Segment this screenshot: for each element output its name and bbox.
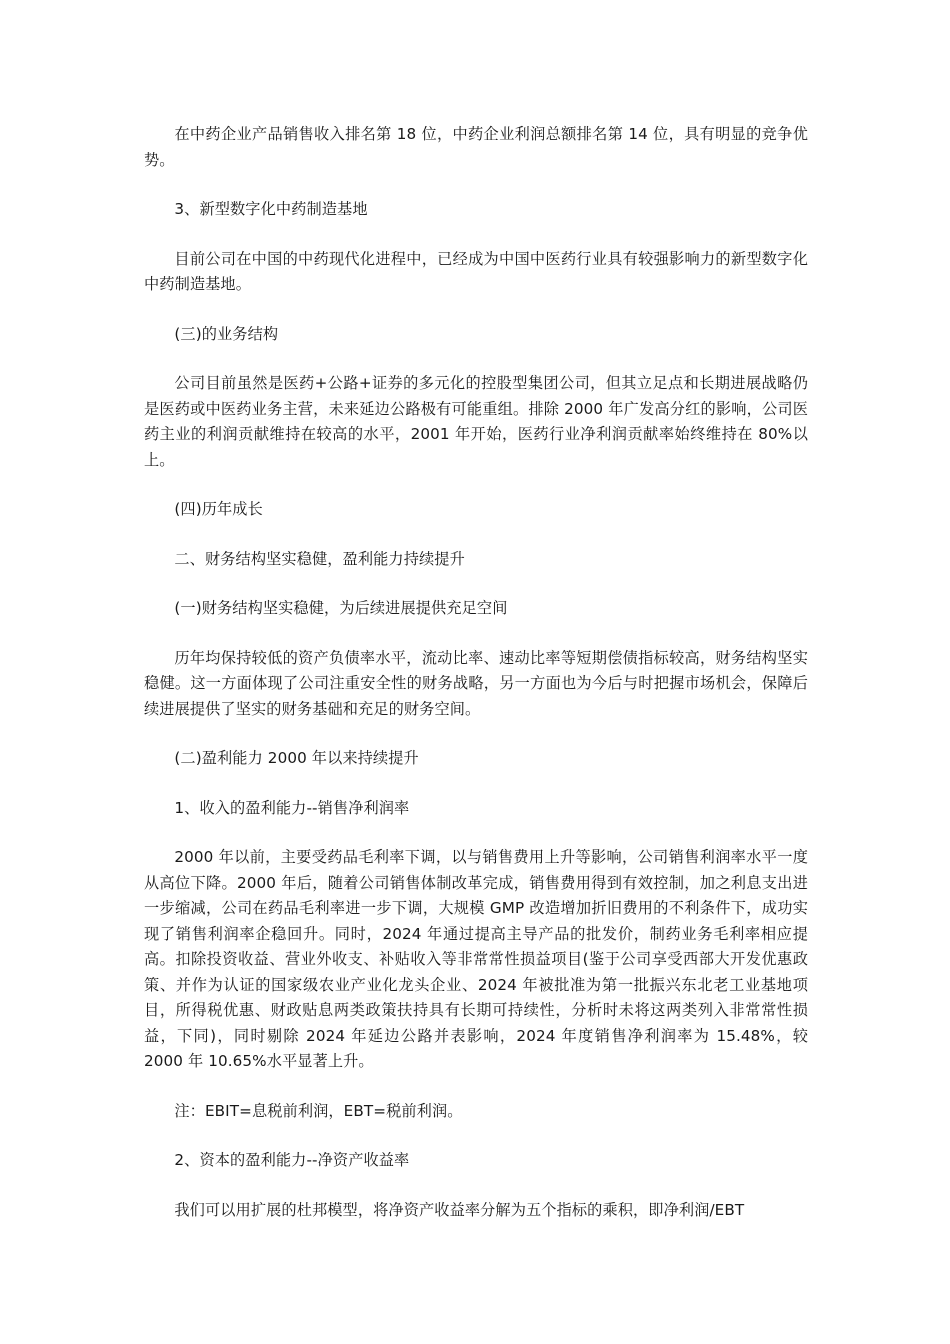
section-heading-digital-base: 3、新型数字化中药制造基地 <box>174 200 368 218</box>
paragraph-digital-base: 目前公司在中国的中药现代化进程中，已经成为中国中医药行业具有较强影响力的新型数字化中药制造基地。 <box>144 249 808 293</box>
section-heading-business-structure: (三)的业务结构 <box>174 324 279 343</box>
subsection-heading-financial-stability: (一)财务结构坚实稳健，为后续进展提供充足空间 <box>174 599 508 617</box>
paragraph-business-structure: 公司目前虽然是医药+公路+证券的多元化的控股型集团公司，但其立足点和长期进展战略仍是医药或中医药业务主营，未来延边公路极有可能重组。排除 2000 年广发高分红的影响，公司医药主业的利润贡献维持在较高的水平，2001 年开始，医药行业净利润贡献率始终维持在 80%以上。 <box>144 374 808 469</box>
paragraph-note: 注：EBIT=息税前利润，EBT=税前利润。 <box>174 1101 463 1120</box>
section-heading-financial-structure: 二、财务结构坚实稳健，盈利能力持续提升 <box>174 549 465 568</box>
paragraph-dupont: 我们可以用扩展的杜邦模型，将净资产收益率分解为五个指标的乘积，即净利润/EBT <box>174 1200 745 1219</box>
subsection-heading-sales-margin: 1、收入的盈利能力--销售净利润率 <box>174 798 410 817</box>
paragraph-competitive-advantage: 在中药企业产品销售收入排名第 18 位，中药企业利润总额排名第 14 位，具有明显的竞争优势。 <box>144 125 808 169</box>
document-page <box>144 122 808 1247</box>
paragraph-financial-stability: 历年均保持较低的资产负债率水平，流动比率、速动比率等短期偿债指标较高，财务结构坚实稳健。这一方面体现了公司注重安全性的财务战略，另一方面也为今后与时把握市场机会，保障后续进展提供了坚实的财务基础和充足的财务空间。 <box>144 648 808 718</box>
subsection-heading-profitability: (二)盈利能力 2000 年以来持续提升 <box>174 749 419 767</box>
section-heading-growth: (四)历年成长 <box>174 500 263 518</box>
paragraph-sales-margin: 2000 年以前，主要受药品毛利率下调，以与销售费用上升等影响，公司销售利润率水平一度从高位下降。2000 年后，随着公司销售体制改革完成，销售费用得到有效控制，加之利息支出进一步缩减，公司在药品毛利率进一步下调，大规模 GMP 改造增加折旧费用的不利条件下，成功实现了销售利润率企稳回升。同时，2024 年通过提高主导产品的批发价，制药业务毛利率相应提高。扣除投资收益、营业外收支、补贴收入等非常常性损益项目(鉴于公司享受西部大开发优惠政策、并作为认证的国家级农业产业化龙头企业、2024 年被批准为第一批振兴东北老工业基地项目，所得税优惠、财政贴息两类政策扶持具有长期可持续性，分析时未将这两类列入非常常性损益，下同)，同时剔除 2024 年延边公路并表影响，2024 年度销售净利润率为 15.48%，较 2000 年 10.65%水平显著上升。 <box>144 848 808 1070</box>
subsection-heading-roe: 2、资本的盈利能力--净资产收益率 <box>174 1151 410 1169</box>
